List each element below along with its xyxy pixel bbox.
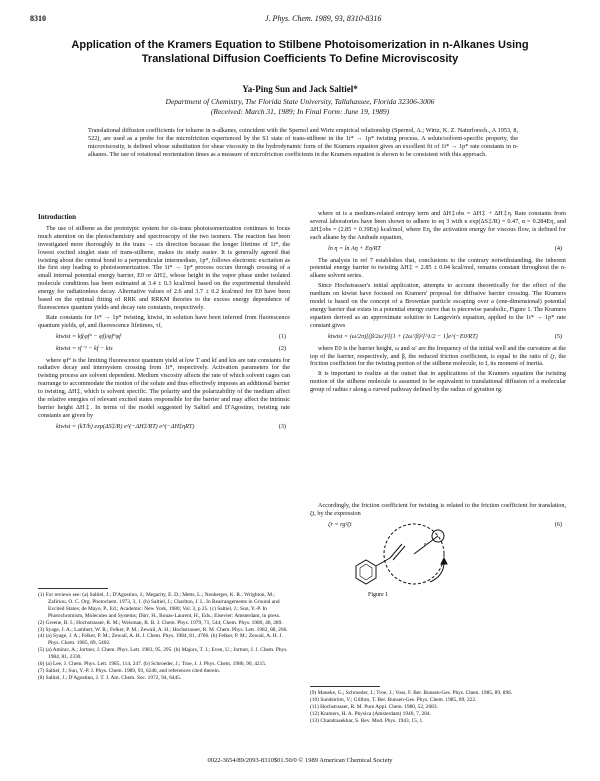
equation-body: ktwist = (kT/h) exp(ΔS‡/R) e^(−ΔH‡/RT) e^(−ΔH‡ηRT) [56,422,195,430]
footnote: (6) (a) Lee, J. Chem. Phys. Lett. 1985, 114, 247. (b) Schroeder, J.; Troe, J. J. Phys. Chem. 1986, 90, 4215. [38,661,267,668]
footnote: (2) Greene, B. I.; Hochstrasser, R. M.; Weisman, R. B. J. Chem. Phys. 1979, 71, 544; Chem. Phys. 1980, 48, 289. [38,619,283,626]
equation-number: (4) [554,244,562,252]
equation-4 [328,245,566,253]
abstract: Translational diffusion coefficients for toluene in n-alkanes, coincident with the Spernol and Wirtz empirical relationship (Spernol, A.; Wirtz, K. Z. Naturforsch., A 1953, 8, 522), are used as a probe for the microfriction experienced by the S1 state of trans-stilbene in the 1t* → 1p* twisting process. A solute/solvent-specific property, the microviscosity, is defined whose substitution for shear viscosity in the hydrodynamic form of the Kramers equation gives an excellent fit of 1t* → 1p* rate constants in n-alkanes. The use of rotational reorientation times as a measure of microfriction coefficients in the Kramers equation is shown to be consistent with this approach. [88,127,518,159]
equation-number: (1) [278,332,286,340]
footnote: (4) (a) Syage, J. A.; Felker, P. M.; Zewail, A. H. J. Chem. Phys. 1984, 81, 4706. (b) Felker, P. M.; Zewail, A. H. J. Phys. Chem. 1985, 89, 5402. [38,633,283,647]
paragraph: where αt is a medium-related entropy term and ΔH‡obs = ΔH‡ + ΔH‡η. Rate constants from several laboratories have been shown to adhere to eq 3 with κ exp(ΔS‡/R) = 0.47, α = 0.284Eη, and ΔH‡obs = (2.85 + 0.39Eη) kcal/mol, where Eη, the activation energy for viscous flow, is defined for each alkane by the Andrade equation, [310,210,566,241]
equation-number: (2) [278,344,286,352]
left-column [38,210,290,435]
paragraph: where E0 is the barrier height, ω and ω′ are the frequency of the initial well and the curvature at the top of the barrier, respectively, and β, the reduced friction coefficient, is equal to the ratio of ζr, the friction coefficient for the twisting portion of the stilbene molecule, to I, its moment of inertia. [310,344,566,368]
footnote: (8) Saltiel, J.; D'Agostino, J. T. J. Am. Chem. Soc. 1972, 94, 6445. [38,674,182,681]
running-header [30,14,570,26]
footnote: (12) Kramers, H. A. Physica (Amsterdam) 1940, 7, 284. [310,710,431,717]
figure-label: Figure 1 [368,592,389,598]
footnotes-right [310,690,566,725]
paragraph: It is important to realize at the outset that in applications of the Kramers equation the twisting motion of the stilbene molecule is assumed to be equivalent to translational diffusion of a molecular group of radius r along a curved pathway defined by the radius of gyration rg. [310,370,566,394]
figure-1-stilbene-twist-diagram [338,496,460,602]
footnote: (3) Syage, J. A.; Lambert, W. R.; Felker, P. M.; Zewail, A. H.; Hochstrasser, R. M. Chem. Phys. Lett. 1982, 88, 266. [38,626,288,633]
radius-label: r [424,542,427,548]
paragraph: Since Hochstrasser's initial application, attempts to account theoretically for the effect of the medium on ktwist have focused on Kramers' proposal for diffusive barrier crossing. The Kramers model is based on the concept of a Brownian particle escaping over a (one-dimensional) potential energy barrier that exists in a potential energy curve that is piecewise parabolic, Figure 1. The Kramers equation derived as an approximate solution to Langevin's equation, applied to the 1t* → 1p* rate constant gives [310,282,566,329]
footnote: (13) Chandrasekhar, S. Rev. Mod. Phys. 1943, 15, 1. [310,717,424,724]
equation-body: ktwist = (ω/2π)[(β/2ω′)²[(1 + (2ω′/β)²]^1/2 − 1]e^(−E0/RT) [328,332,478,340]
equation-body: ln η = ln Aη + Eη/RT [328,244,381,252]
paragraph: The analysis in ref 7 establishes that, conclusions to the contrary notwithstanding, the inherent potential energy barrier to twisting ΔH‡ = 2.85 ± 0.04 kcal/mol, remains constant throughout the n-alkane solvent series. [310,256,566,280]
arrow-head [441,558,447,564]
equation-body: ktwist = kf(φf° − φf)/φf°φf [56,332,121,340]
equation-5 [328,333,566,341]
footnote: (11) Hochstrasser, R. M. Pure Appl. Chem. 1980, 52, 2683. [310,703,438,710]
copyright-footer: 0022-3654/89/2093-8310$01.50/0 © 1989 American Chemical Society [207,757,393,764]
equation-number: (6) [554,520,562,528]
equation-number: (3) [278,422,286,430]
vinyl-bond [376,558,390,566]
footnote: (7) Saltiel, J.; Sun, Y.-P. J. Phys. Chem. 1989, 93, 6246, and references cited therein. [38,667,221,674]
equation-2 [56,345,290,353]
journal-citation: J. Phys. Chem. 1989, 93, 8310-8316 [265,14,382,23]
paragraph: Rate constants for 1t* → 1p* twisting, ktwist, in solution have been inferred from fluorescence quantum yields, φf, and fluorescence lifetimes, τf, [38,313,290,329]
paragraph: The use of stilbene as the prototypic system for cis-trans photoisomerization continues to focus much attention on the photochemistry and spectroscopy of the two isomers. The reaction has been investigated more thoroughly in the trans → cis direction because the longer lifetime of 1t*, the lowest excited singlet state of trans-stilbene, makes its study easier. It is generally agreed that twisting about the central bond to a perpendicular intermediate, 1p*, follows electronic excitation as the first step leading to photoisomerization. The 1t* → 1p* process occurs through crossing of a small internal potential energy barrier, E0 or ΔH‡, whose height in the vapor phase under isolated molecule conditions has been estimated at 3.4 ± 0.3 kcal/mol based on the experimental threshold energy for radiationless decay. Alternative values of 2.6 and 3.7 ± 0.2 kcal/mol for E0 have been based on the optimal fitting of RRK and RRKM theories to the excess energy dependence of fluorescence quantum yields and decay rate constants, respectively. [38,224,290,311]
equation-3 [56,423,290,431]
authors: Ya-Ping Sun and Jack Saltiel* [242,84,358,94]
equation-1 [56,333,290,341]
footnotes-left [38,592,290,682]
section-heading: Introduction [38,213,76,221]
footnote: (9) Maneke, G.; Schroeder, J.; Troe, J.; Voss, F. Ber. Bunsen-Ges. Phys. Chem. 1985, 89, 896. [310,690,513,696]
footnote: (5) (a) Amirav, A.; Jortner, J. Chem. Phys. Lett. 1983, 95, 295. (b) Majors, T. J.; Even, U.; Jortner, J. J. Chem. Phys. 1984, 81, 2330. [38,647,288,661]
equation-body: ζr = rg²ζt [328,520,352,528]
footnote: (1) For reviews see: (a) Saltiel, J.; D'Agostino, J.; Megarity, E. D.; Metts, L.; Neuberger, K. R.; Wrighton, M.; Zafiriou, O. C. Org. Photochem. 1973, 3, 1. (b) Saltiel, J.; Charlton, J. L. In Rearrangements in Ground and Excited States; de Mayo, P., Ed.; Academic: New York, 1980; Vol. 3, p 25. (c) Saltiel, J.; Sun, Y.-P. In Photochromism, Molecules and Systems; Dürr, H., Bouas-Laurent, H., Eds.; Elsevier: Amsterdam, in press. [38,592,281,619]
article-title: Application of the Kramers Equation to Stilbene Photoisomerization in n-Alkanes Using Translational Diffusion Coefficients To Define Microviscosity [71,39,529,65]
phenyl-ring [356,560,376,584]
equation-number: (5) [554,332,562,340]
page-number: 8310 [30,14,46,23]
affiliation: Department of Chemistry, The Florida State University, Tallahassee, Florida 32306-3006 [165,97,435,106]
figure-space [310,396,566,502]
right-column [310,210,566,533]
affiliation-block [40,97,560,117]
phenyl-ring-inner [360,564,372,580]
equation-body: ktwist = τf⁻¹ − kf − kis [56,344,113,352]
received-dates: (Received: March 31, 1989; In Final Form: June 19, 1989) [210,107,390,116]
paragraph: Accordingly, the friction coefficient for twisting is related to the friction coefficient for translation, ζt, by the expression [310,502,566,517]
footnote: (10) Sundström, V.; Gillbro, T. Ber. Bunsen-Ges. Phys. Chem. 1985, 89, 222. [310,696,477,703]
footnote-rule-left [38,588,108,589]
footnote-rule-right [310,686,380,687]
paragraph: where φf° is the limiting fluorescence quantum yield at low T and kf and kis are rate constants for radiative decay and intersystem crossing from 1t*, respectively. Activation parameters for the twisting process are solvent dependent. Medium viscosity affects the rate of which solvent cages can rearrange to accommodate the motion of the solute and thus effectively imposes an additional barrier to twisting, ΔH‡, which is solvent specific. The polarity and the polarizability of the medium affect the relative energies of relevant excited states responsible for the barrier and may affect the intrinsic barrier height ΔH‡. In terms of the model suggested by Saltiel and D'Agostino, twisting rate constants are given by [38,356,290,419]
